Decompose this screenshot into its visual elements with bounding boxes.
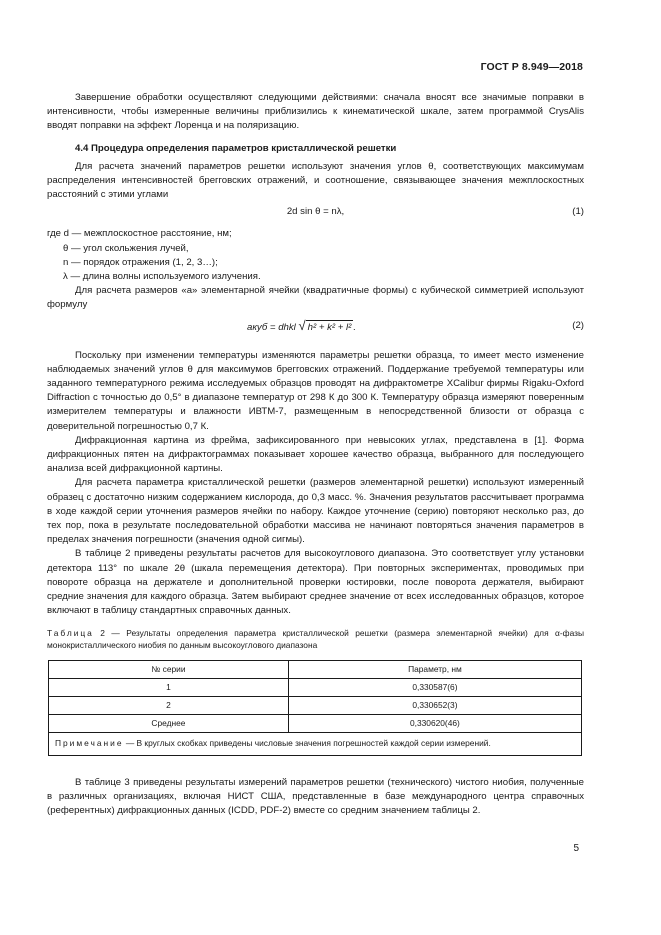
table-header-series: № серии: [49, 660, 289, 678]
document-body: [47, 91, 584, 818]
paragraph-table2-intro: В таблице 2 приведены результаты расчетов для высокоуглового диапазона. Это соответствует углу установки детектора 113° по шкале 2θ (шкала перемещения детектора). При повторных экспериментах, проводимых при повороте образца на держателе и дополнительной проверки юстировки, после поворота держателя, выбирают средние значения для каждого образца. Затем выбирают среднее значение от всех исследованных образцов, которое включают в таблицу стандартных справочных данных.: [47, 548, 584, 617]
table-header-row: [49, 660, 582, 678]
paragraph-cubic-cell: Для расчета размеров «a» элементарной ячейки (квадратичные формы) с кубической симметрией используют формулу: [47, 285, 584, 311]
table-cell-series: 1: [49, 678, 289, 696]
table-caption-text: 2 — Результаты определения параметра кристаллической решетки (размера элементарной ячейки) для α-фазы монокристаллического ниобия по данным высокоуглового диапазона: [47, 627, 584, 650]
document-header-standard-id: ГОСТ Р 8.949—2018: [480, 61, 583, 73]
results-table: [48, 660, 582, 756]
definition-n: n — порядок отражения (1, 2, 3…);: [63, 256, 218, 268]
table-row: [49, 696, 582, 714]
formula-cubic-expression: aкуб = dhkl √ h² + k² + l² .: [247, 319, 356, 335]
formula-cubic-radicand: h² + k² + l²: [306, 320, 354, 335]
formula-bragg: [47, 205, 584, 224]
table-note-text: — В круглых скобках приведены числовые значения погрешностей каждой серии измерений.: [125, 738, 491, 749]
paragraph-diffraction-pattern: Дифракционная картина из фрейма, зафиксированного при невысоких углах, представлена в [1]. Форма дифракционных пятен на дифрактограммах показывает хорошее качество образца, выбранного для последующего анализа всей дифракционной картины.: [47, 434, 584, 475]
definition-lambda: λ — длина волны используемого излучения.: [63, 271, 261, 283]
variable-definitions: [47, 227, 584, 284]
paragraph-lattice-parameters: Для расчета значений параметров решетки используют значения углов θ, соответствующих максимумам распределения интенсивностей брегговских отражений, и соотношение, связывающее значения межплоскостных расстояний с этими углами: [47, 160, 584, 201]
definition-d: где d — межплоскостное расстояние, нм;: [47, 228, 232, 240]
table-row: [49, 678, 582, 696]
table-note-label: Примечание: [55, 738, 124, 749]
table-note-row: [49, 732, 582, 755]
paragraph-refinement: Для расчета параметра кристаллической решетки (размеров элементарной решетки) используют измеренный образец с достаточно низким содержанием кислорода, до 0,3 масс. %. Значения результатов рассчитывает программа в ходе каждой серии уточнения размеров ячейки по набору. Каждое уточнение (серию) повторяют несколько раз, до тех пор, пока в результате последовательной обработки массива не начинают повторяться значения параметров в пределах значения погрешности (значения одной сигмы).: [47, 477, 584, 546]
formula-cubic-lhs: aкуб = dhkl: [247, 321, 296, 333]
paragraph-table3-intro: В таблице 3 приведены результаты измерений параметров решетки (технического) чистого ниобия, полученные в различных организациях, включая НИСТ США, представленные в базе международного центра справочных (референтных) дифракционных данных (ICDD, PDF-2) вместе со средним значением таблицы 2.: [47, 776, 584, 816]
definition-theta: θ — угол скольжения лучей,: [63, 242, 189, 254]
table-cell-parameter: 0,330587(6): [288, 678, 581, 696]
table-caption: [47, 627, 584, 651]
formula-bragg-expression: 2d sin θ = nλ,: [286, 206, 345, 218]
paragraph-processing-completion: Завершение обработки осуществляют следующими действиями: сначала вносят все значимые поправки в интенсивности, чтобы измеренные величины приблизились к кинематической шкале, затем программой CrysAlis вводят поправки на эффект Лоренца и на поляризацию.: [47, 92, 584, 132]
table-caption-label: Таблица: [47, 627, 94, 638]
formula-cubic: [47, 317, 584, 343]
table-cell-series: Среднее: [49, 714, 289, 732]
table-row: [49, 714, 582, 732]
table-header-parameter: Параметр, нм: [288, 660, 581, 678]
table-cell-parameter: 0,330652(3): [288, 696, 581, 714]
paragraph-temperature: Поскольку при изменении температуры изменяются параметры решетки образца, то имеет место изменение наблюдаемых значений углов θ для максимумов брегговских отражений. Поддержание требуемой температуры или заданного температурного режима исследуемых образцов проводят на дифрактометре XCalibur фирмы Rigaku-Oxford Diffraction с точностью до 0,5° в диапазоне температур от 298 К до 300 К. Температуру образца измеряют поверенным измерителем температуры и влажности ИВТМ-7, размещенным в непосредственной близости от образца с доверительной погрешностью 0,7 К.: [47, 349, 584, 432]
section-title-4-4: 4.4 Процедура определения параметров кристаллической решетки: [75, 142, 397, 154]
table-cell-parameter: 0,330620(46): [288, 714, 581, 732]
formula-cubic-number: (2): [572, 319, 584, 331]
table-cell-series: 2: [49, 696, 289, 714]
table-note: [49, 732, 582, 755]
page-number: 5: [573, 843, 579, 854]
formula-bragg-number: (1): [572, 206, 584, 218]
